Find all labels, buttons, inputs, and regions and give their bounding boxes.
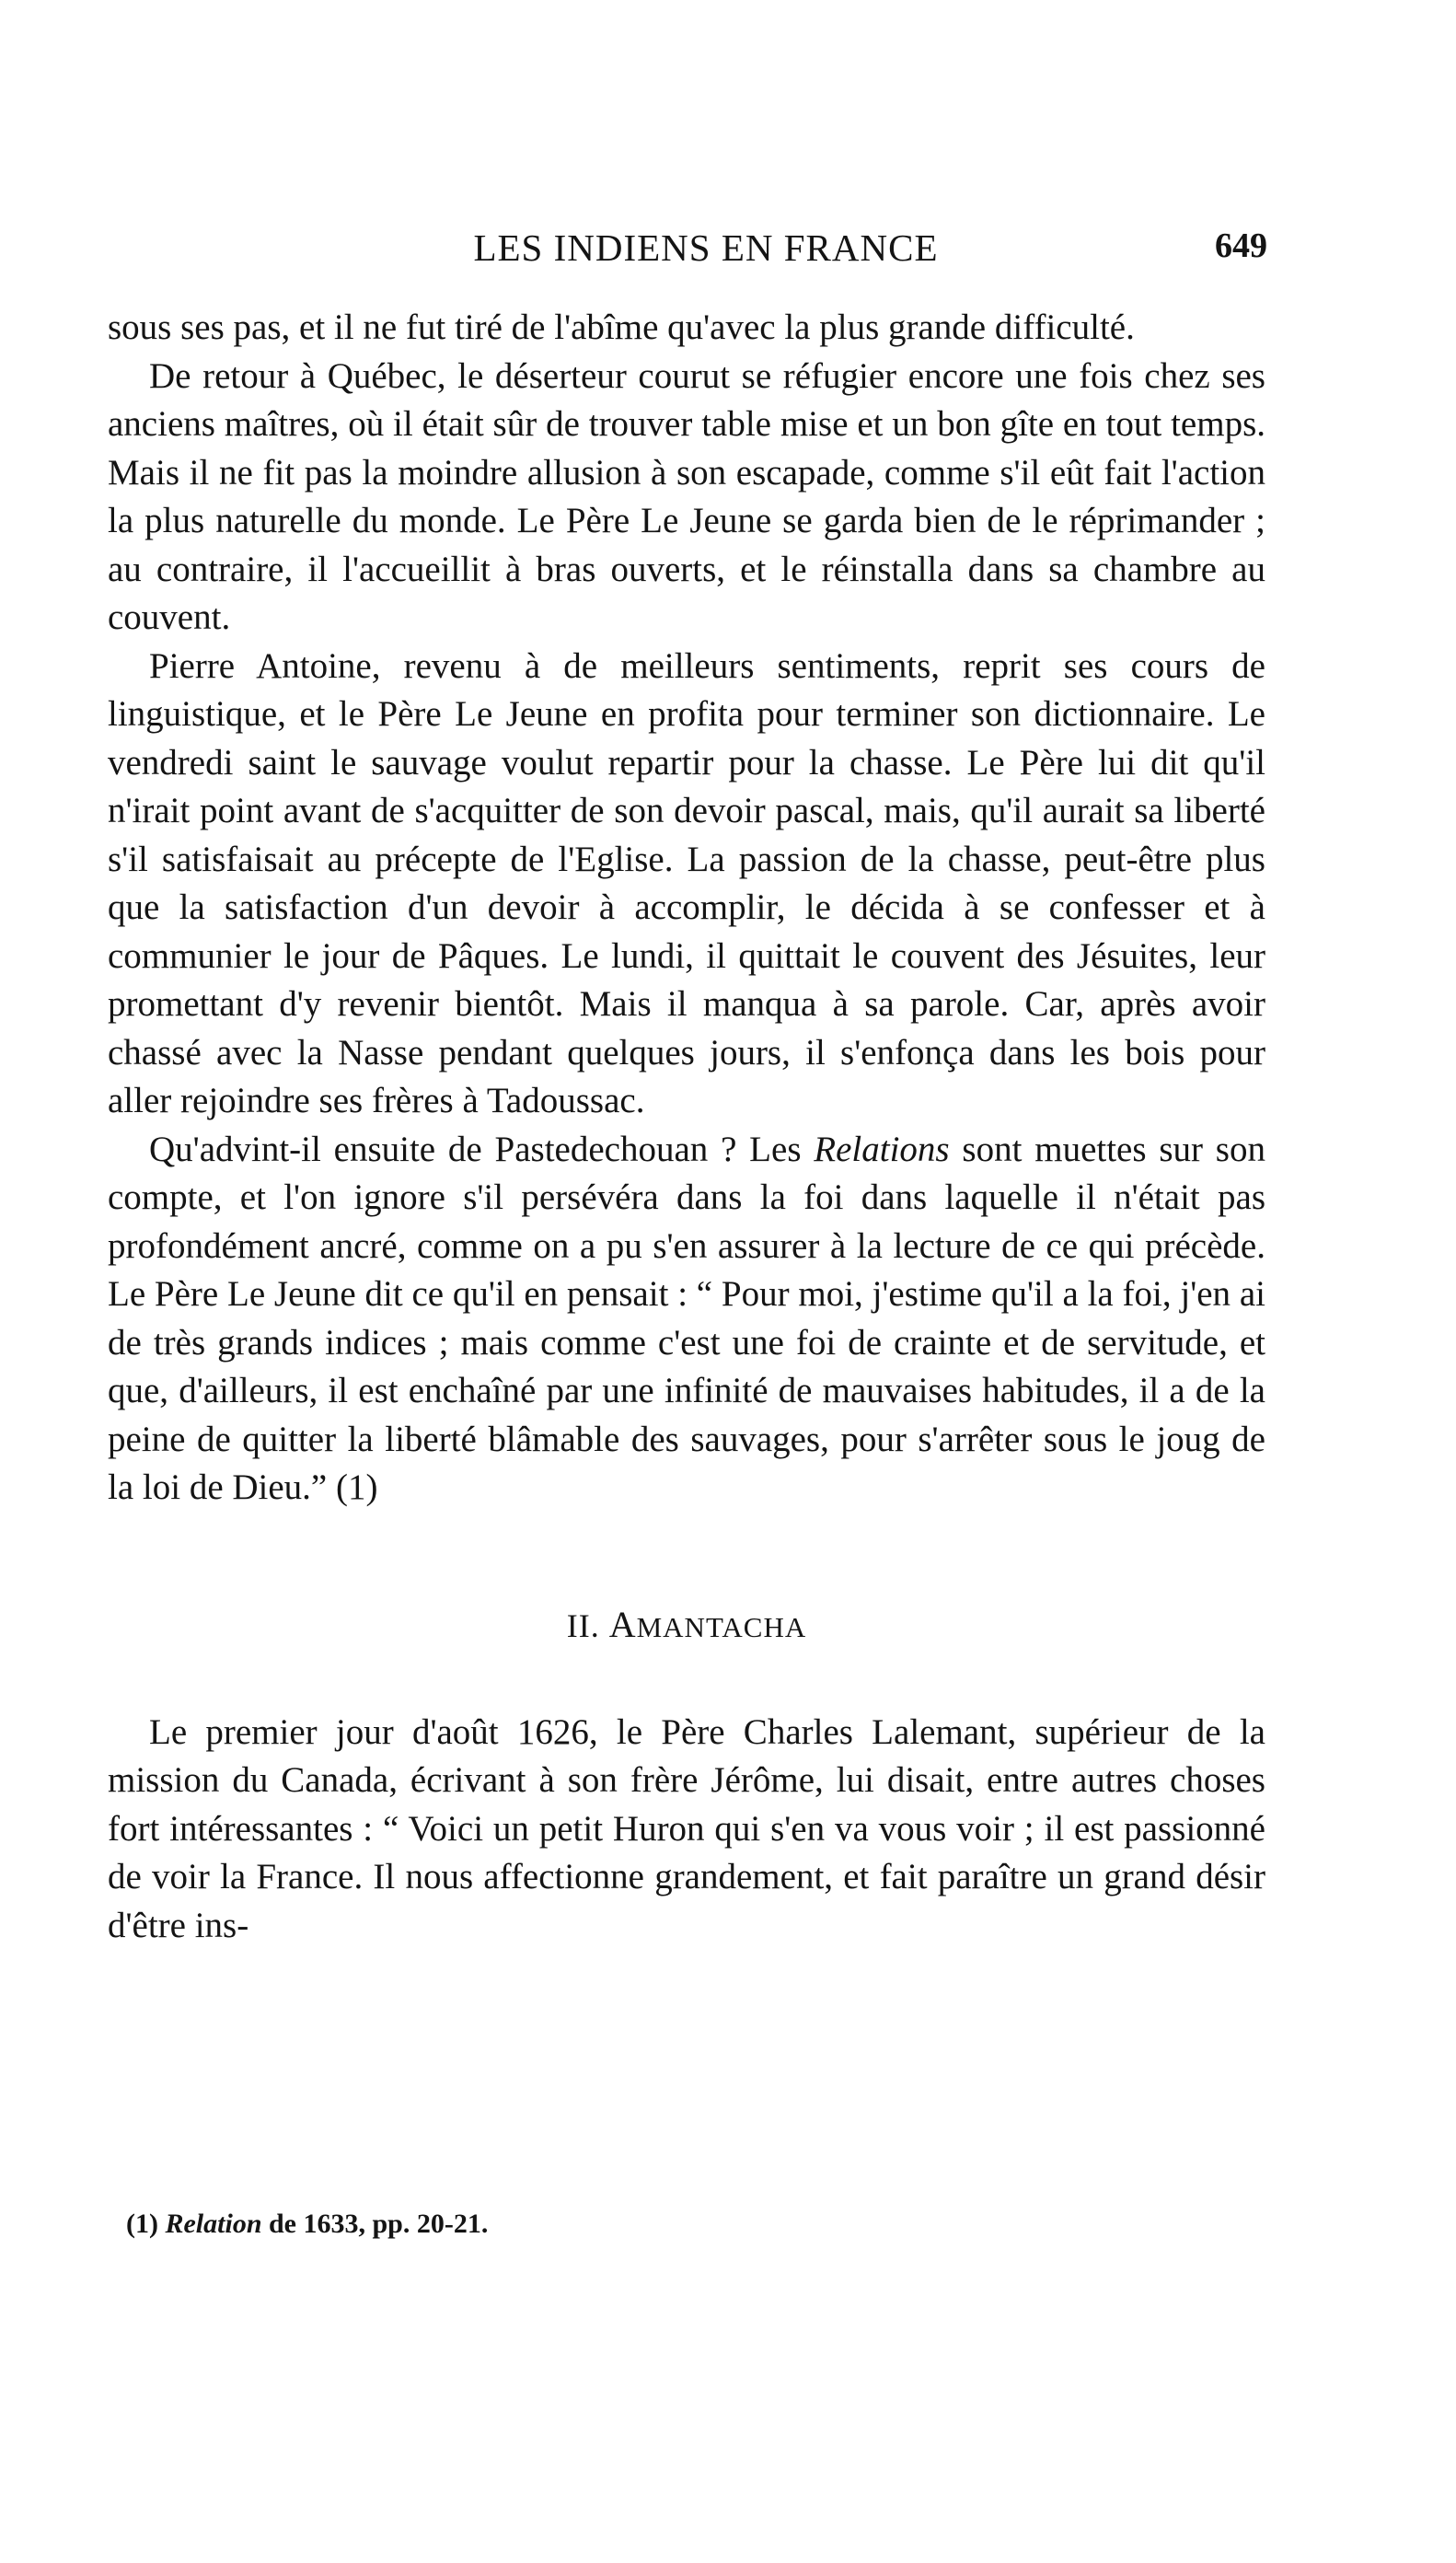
body-text (108, 304, 1265, 1950)
footnote-marker: (1) (126, 2209, 166, 2239)
section-title-initial: A (608, 1603, 637, 1645)
paragraph-return-to-quebec: De retour à Québec, le déserteur courut se réfugier encore une fois chez ses anciens maîtres, où il était sûr de trouver table mise et un bon gîte en tout temps. Mais il ne fit pas la moindre allusion à son escapade, comme s'il eût fait l'action la plus naturelle du monde. Le Père Le Jeune se garda bien de le réprimander ; au contraire, il l'accueillit à bras ouverts, et le réinstalla dans sa chambre au couvent. (108, 355, 1265, 637)
paragraph-amantacha: Le premier jour d'août 1626, le Père Charles Lalemant, supérieur de la mission du Canada, écrivant à son frère Jérôme, lui disait, entre autres choses fort intéressantes : “ Voici un petit Huron qui s'en va vous voir ; il est passionné de voir la France. Il nous affectionne grandement, et fait paraître un grand désir d'être ins- (108, 1711, 1265, 1945)
page-header (108, 226, 1267, 277)
relations-title: Relations (814, 1129, 950, 1169)
paragraph-pierre-antoine: Pierre Antoine, revenu à de meilleurs sentiments, reprit ses cours de linguistique, et le Père Le Jeune en profita pour terminer son dictionnaire. Le vendredi saint le sauvage voulut repartir pour la chasse. Le Père lui dit qu'il n'irait point avant de s'acquitter de son devoir pascal, mais, qu'il aurait sa liberté s'il satisfaisait au précepte de l'Eglise. La passion de la chasse, peut-être plus que la satisfaction d'un devoir à accomplir, le décida à se confesser et à communier le jour de Pâques. Le lundi, il quittait le couvent des Jésuites, leur promettant d'y revenir bientôt. Mais il manqua à sa parole. Car, après avoir chassé avec la Nasse pendant quelques jours, il s'enfonça dans les bois pour aller rejoindre ses frères à Tadoussac. (108, 645, 1265, 1120)
section-title-rest: MANTACHA (636, 1610, 807, 1643)
footnote (126, 2206, 1231, 2243)
section-numeral: II. (566, 1606, 609, 1644)
section-heading (108, 1601, 1265, 1652)
paragraph-relations-start: Qu'advint-il ensuite de Pastedechouan ? Les (149, 1129, 815, 1169)
footnote-text: de 1633, pp. 20-21. (261, 2209, 489, 2239)
running-title: LES INDIENS EN FRANCE (473, 226, 939, 269)
page-number: 649 (1215, 226, 1267, 265)
paragraph-relations (108, 1126, 1265, 1513)
paragraph-relations-end: sont muettes sur son compte, et l'on ignore s'il persévéra dans la foi dans laquelle il n'était pas profondément ancré, comme on a pu s'en assurer à la lecture de ce qui précède. Le Père Le Jeune dit ce qu'il en pensait : “ Pour moi, j'estime qu'il a la foi, j'en ai de très grands indices ; mais comme c'est une foi de crainte et de servitude, et que, d'ailleurs, il est enchaîné par une infinité de mauvaises habitudes, il a de la peine de quitter la liberté blâmable des sauvages, pour s'arrêter sous le joug de la loi de Dieu.” (1) (108, 1129, 1265, 1507)
paragraph-continuation: sous ses pas, et il ne fut tiré de l'abîme qu'avec la plus grande difficulté. (108, 307, 1135, 347)
footnote-source: Relation (165, 2209, 262, 2239)
